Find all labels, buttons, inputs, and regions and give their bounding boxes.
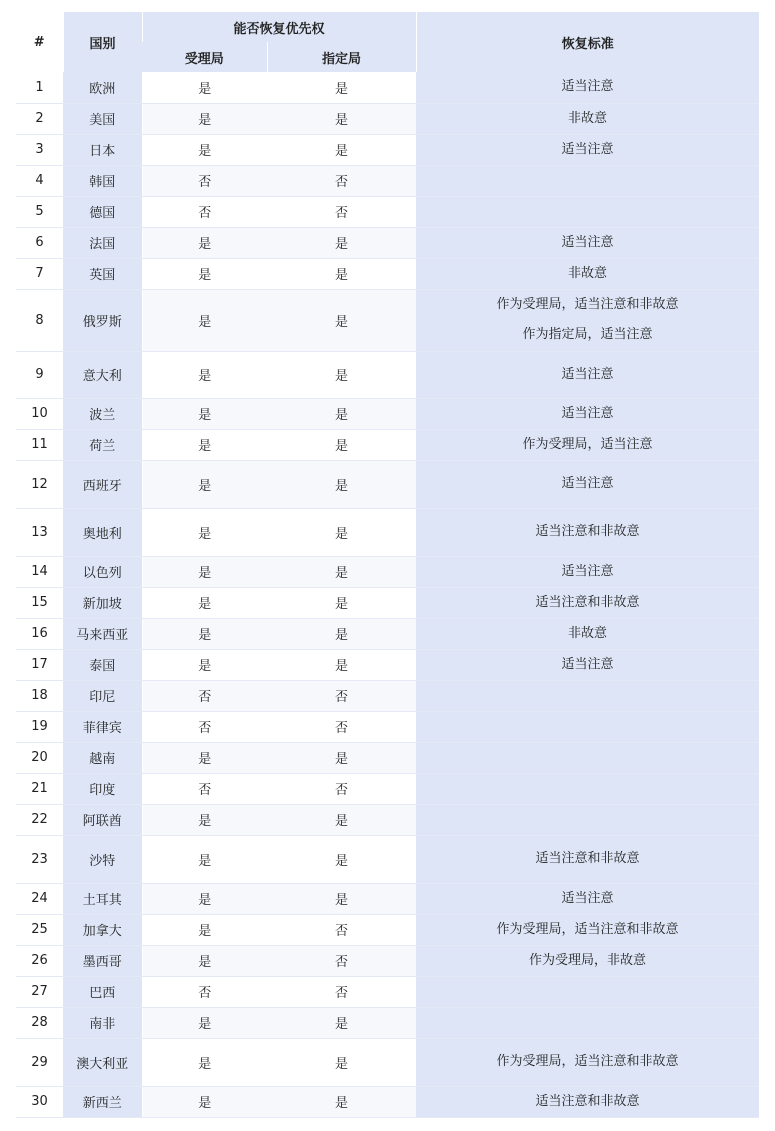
table-row (16, 945, 759, 976)
receiving-office-cell: 否 (142, 773, 267, 804)
standard-line: 非故意 (568, 110, 608, 126)
designated-office-cell: 是 (267, 804, 416, 835)
row-number: 16 (16, 618, 63, 649)
table-row (16, 835, 759, 883)
country-cell: 澳大利亚 (63, 1038, 142, 1086)
table-row (16, 429, 759, 460)
standard-cell (416, 258, 759, 289)
row-number: 19 (16, 711, 63, 742)
table-row (16, 914, 759, 945)
country-cell: 墨西哥 (63, 945, 142, 976)
designated-office-cell: 是 (267, 1038, 416, 1086)
standard-cell (416, 1007, 759, 1038)
table-row (16, 556, 759, 587)
header-designated-office: 指定局 (267, 42, 416, 72)
receiving-office-cell: 是 (142, 945, 267, 976)
receiving-office-cell: 是 (142, 1038, 267, 1086)
designated-office-cell: 否 (267, 773, 416, 804)
standard-cell (416, 1038, 759, 1086)
standard-cell (416, 508, 759, 556)
receiving-office-cell: 否 (142, 711, 267, 742)
row-number: 20 (16, 742, 63, 773)
table-row (16, 649, 759, 680)
country-cell: 德国 (63, 196, 142, 227)
table-row (16, 804, 759, 835)
row-number: 21 (16, 773, 63, 804)
row-number: 5 (16, 196, 63, 227)
designated-office-cell: 是 (267, 649, 416, 680)
standard-line: 非故意 (568, 265, 608, 281)
standard-cell (416, 587, 759, 618)
standard-cell (416, 196, 759, 227)
row-number: 30 (16, 1086, 63, 1117)
standard-cell (416, 351, 759, 398)
country-cell: 韩国 (63, 165, 142, 196)
row-number: 12 (16, 460, 63, 508)
standard-cell (416, 680, 759, 711)
standard-cell (416, 742, 759, 773)
standard-line: 作为受理局，适当注意和非故意 (496, 297, 679, 312)
row-number: 4 (16, 165, 63, 196)
country-cell: 法国 (63, 227, 142, 258)
designated-office-cell: 否 (267, 680, 416, 711)
standard-cell (416, 165, 759, 196)
country-cell: 新加坡 (63, 587, 142, 618)
row-number: 11 (16, 429, 63, 460)
designated-office-cell: 是 (267, 508, 416, 556)
receiving-office-cell: 是 (142, 460, 267, 508)
row-number: 18 (16, 680, 63, 711)
table-row (16, 227, 759, 258)
designated-office-cell: 是 (267, 103, 416, 134)
standard-cell (416, 1086, 759, 1117)
standard-cell (416, 103, 759, 134)
receiving-office-cell: 是 (142, 258, 267, 289)
standard-cell (416, 72, 759, 103)
standard-cell (416, 945, 759, 976)
designated-office-cell: 是 (267, 742, 416, 773)
header-restore-group: 能否恢复优先权 (142, 12, 416, 42)
country-cell: 沙特 (63, 835, 142, 883)
row-number: 7 (16, 258, 63, 289)
header-country: 国别 (63, 12, 142, 72)
receiving-office-cell: 是 (142, 134, 267, 165)
standard-line: 适当注意 (561, 890, 614, 906)
standard-cell (416, 711, 759, 742)
table-row (16, 1007, 759, 1038)
table-row (16, 351, 759, 398)
standard-line: 适当注意 (561, 563, 614, 579)
table-row (16, 196, 759, 227)
row-number: 24 (16, 883, 63, 914)
designated-office-cell: 否 (267, 914, 416, 945)
designated-office-cell: 否 (267, 165, 416, 196)
standard-cell (416, 835, 759, 883)
country-cell: 俄罗斯 (63, 289, 142, 351)
standard-line: 适当注意和非故意 (535, 851, 640, 866)
designated-office-cell: 是 (267, 556, 416, 587)
standard-cell (416, 618, 759, 649)
table-row (16, 165, 759, 196)
country-cell: 意大利 (63, 351, 142, 398)
header-num: # (16, 12, 63, 72)
row-number: 13 (16, 508, 63, 556)
country-cell: 泰国 (63, 649, 142, 680)
receiving-office-cell: 是 (142, 429, 267, 460)
table-row (16, 742, 759, 773)
standard-line: 适当注意 (561, 234, 614, 250)
row-number: 28 (16, 1007, 63, 1038)
country-cell: 波兰 (63, 398, 142, 429)
table-row (16, 72, 759, 103)
receiving-office-cell: 是 (142, 835, 267, 883)
row-number: 17 (16, 649, 63, 680)
receiving-office-cell: 否 (142, 196, 267, 227)
standard-line: 适当注意 (561, 366, 614, 382)
designated-office-cell: 是 (267, 1086, 416, 1117)
table-row (16, 398, 759, 429)
row-number: 23 (16, 835, 63, 883)
receiving-office-cell: 是 (142, 289, 267, 351)
designated-office-cell: 是 (267, 398, 416, 429)
standard-line: 适当注意和非故意 (535, 524, 640, 539)
table-row (16, 258, 759, 289)
country-cell: 越南 (63, 742, 142, 773)
table-row (16, 680, 759, 711)
table-row (16, 103, 759, 134)
receiving-office-cell: 是 (142, 649, 267, 680)
table-row (16, 976, 759, 1007)
row-number: 27 (16, 976, 63, 1007)
country-cell: 加拿大 (63, 914, 142, 945)
standard-cell (416, 460, 759, 508)
designated-office-cell: 是 (267, 134, 416, 165)
receiving-office-cell: 是 (142, 883, 267, 914)
standard-line: 作为指定局，适当注意 (522, 327, 653, 342)
table-row (16, 134, 759, 165)
standard-line: 作为受理局，适当注意和非故意 (496, 921, 679, 937)
receiving-office-cell: 是 (142, 508, 267, 556)
receiving-office-cell: 是 (142, 804, 267, 835)
receiving-office-cell: 是 (142, 556, 267, 587)
standard-line: 作为受理局，适当注意和非故意 (496, 1054, 679, 1069)
row-number: 22 (16, 804, 63, 835)
country-cell: 欧洲 (63, 72, 142, 103)
receiving-office-cell: 是 (142, 1007, 267, 1038)
receiving-office-cell: 是 (142, 398, 267, 429)
country-cell: 以色列 (63, 556, 142, 587)
receiving-office-cell: 是 (142, 103, 267, 134)
row-number: 29 (16, 1038, 63, 1086)
designated-office-cell: 是 (267, 460, 416, 508)
country-cell: 巴西 (63, 976, 142, 1007)
standard-cell (416, 556, 759, 587)
table-row (16, 460, 759, 508)
receiving-office-cell: 是 (142, 1086, 267, 1117)
standard-line: 适当注意 (561, 656, 614, 672)
standard-line: 适当注意 (561, 405, 614, 421)
table-row (16, 1038, 759, 1086)
row-number: 8 (16, 289, 63, 351)
standard-line: 适当注意和非故意 (535, 594, 640, 610)
receiving-office-cell: 否 (142, 976, 267, 1007)
row-number: 2 (16, 103, 63, 134)
standard-line: 适当注意 (561, 141, 614, 157)
designated-office-cell: 是 (267, 1007, 416, 1038)
receiving-office-cell: 是 (142, 227, 267, 258)
designated-office-cell: 是 (267, 351, 416, 398)
designated-office-cell: 否 (267, 196, 416, 227)
standard-cell (416, 773, 759, 804)
table-row (16, 508, 759, 556)
receiving-office-cell: 是 (142, 618, 267, 649)
designated-office-cell: 否 (267, 711, 416, 742)
designated-office-cell: 是 (267, 258, 416, 289)
receiving-office-cell: 是 (142, 351, 267, 398)
standard-cell (416, 429, 759, 460)
country-cell: 印尼 (63, 680, 142, 711)
table-body (16, 72, 759, 1117)
standard-line: 适当注意 (561, 476, 614, 491)
row-number: 10 (16, 398, 63, 429)
row-number: 1 (16, 72, 63, 103)
country-cell: 南非 (63, 1007, 142, 1038)
designated-office-cell: 是 (267, 289, 416, 351)
table-row (16, 883, 759, 914)
country-cell: 英国 (63, 258, 142, 289)
header-receiving-office: 受理局 (142, 42, 267, 72)
designated-office-cell: 是 (267, 227, 416, 258)
country-cell: 土耳其 (63, 883, 142, 914)
country-cell: 印度 (63, 773, 142, 804)
table-row (16, 711, 759, 742)
row-number: 14 (16, 556, 63, 587)
standard-line: 适当注意 (561, 79, 614, 95)
standard-cell (416, 398, 759, 429)
country-cell: 日本 (63, 134, 142, 165)
designated-office-cell: 是 (267, 618, 416, 649)
row-number: 15 (16, 587, 63, 618)
designated-office-cell: 是 (267, 883, 416, 914)
country-cell: 阿联酋 (63, 804, 142, 835)
country-cell: 荷兰 (63, 429, 142, 460)
row-number: 25 (16, 914, 63, 945)
country-cell: 西班牙 (63, 460, 142, 508)
row-number: 3 (16, 134, 63, 165)
table-row (16, 618, 759, 649)
receiving-office-cell: 是 (142, 742, 267, 773)
country-cell: 新西兰 (63, 1086, 142, 1117)
receiving-office-cell: 是 (142, 72, 267, 103)
standard-cell (416, 914, 759, 945)
standard-cell (416, 289, 759, 351)
row-number: 9 (16, 351, 63, 398)
designated-office-cell: 否 (267, 976, 416, 1007)
priority-restoration-table (16, 12, 759, 1118)
designated-office-cell: 否 (267, 945, 416, 976)
header-standard: 恢复标准 (416, 12, 759, 72)
country-cell: 美国 (63, 103, 142, 134)
table-row (16, 289, 759, 351)
designated-office-cell: 是 (267, 835, 416, 883)
country-cell: 菲律宾 (63, 711, 142, 742)
standard-line: 适当注意和非故意 (535, 1093, 640, 1109)
receiving-office-cell: 否 (142, 680, 267, 711)
standard-cell (416, 804, 759, 835)
country-cell: 奥地利 (63, 508, 142, 556)
designated-office-cell: 是 (267, 429, 416, 460)
standard-line: 作为受理局，非故意 (529, 952, 647, 968)
designated-office-cell: 是 (267, 587, 416, 618)
standard-cell (416, 883, 759, 914)
row-number: 6 (16, 227, 63, 258)
table-row (16, 587, 759, 618)
standard-cell (416, 134, 759, 165)
table-row (16, 1086, 759, 1117)
receiving-office-cell: 否 (142, 165, 267, 196)
standard-cell (416, 649, 759, 680)
row-number: 26 (16, 945, 63, 976)
standard-cell (416, 227, 759, 258)
table-row (16, 773, 759, 804)
country-cell: 马来西亚 (63, 618, 142, 649)
standard-cell (416, 976, 759, 1007)
standard-line: 非故意 (568, 625, 608, 641)
receiving-office-cell: 是 (142, 914, 267, 945)
standard-line: 作为受理局，适当注意 (522, 436, 653, 452)
designated-office-cell: 是 (267, 72, 416, 103)
receiving-office-cell: 是 (142, 587, 267, 618)
